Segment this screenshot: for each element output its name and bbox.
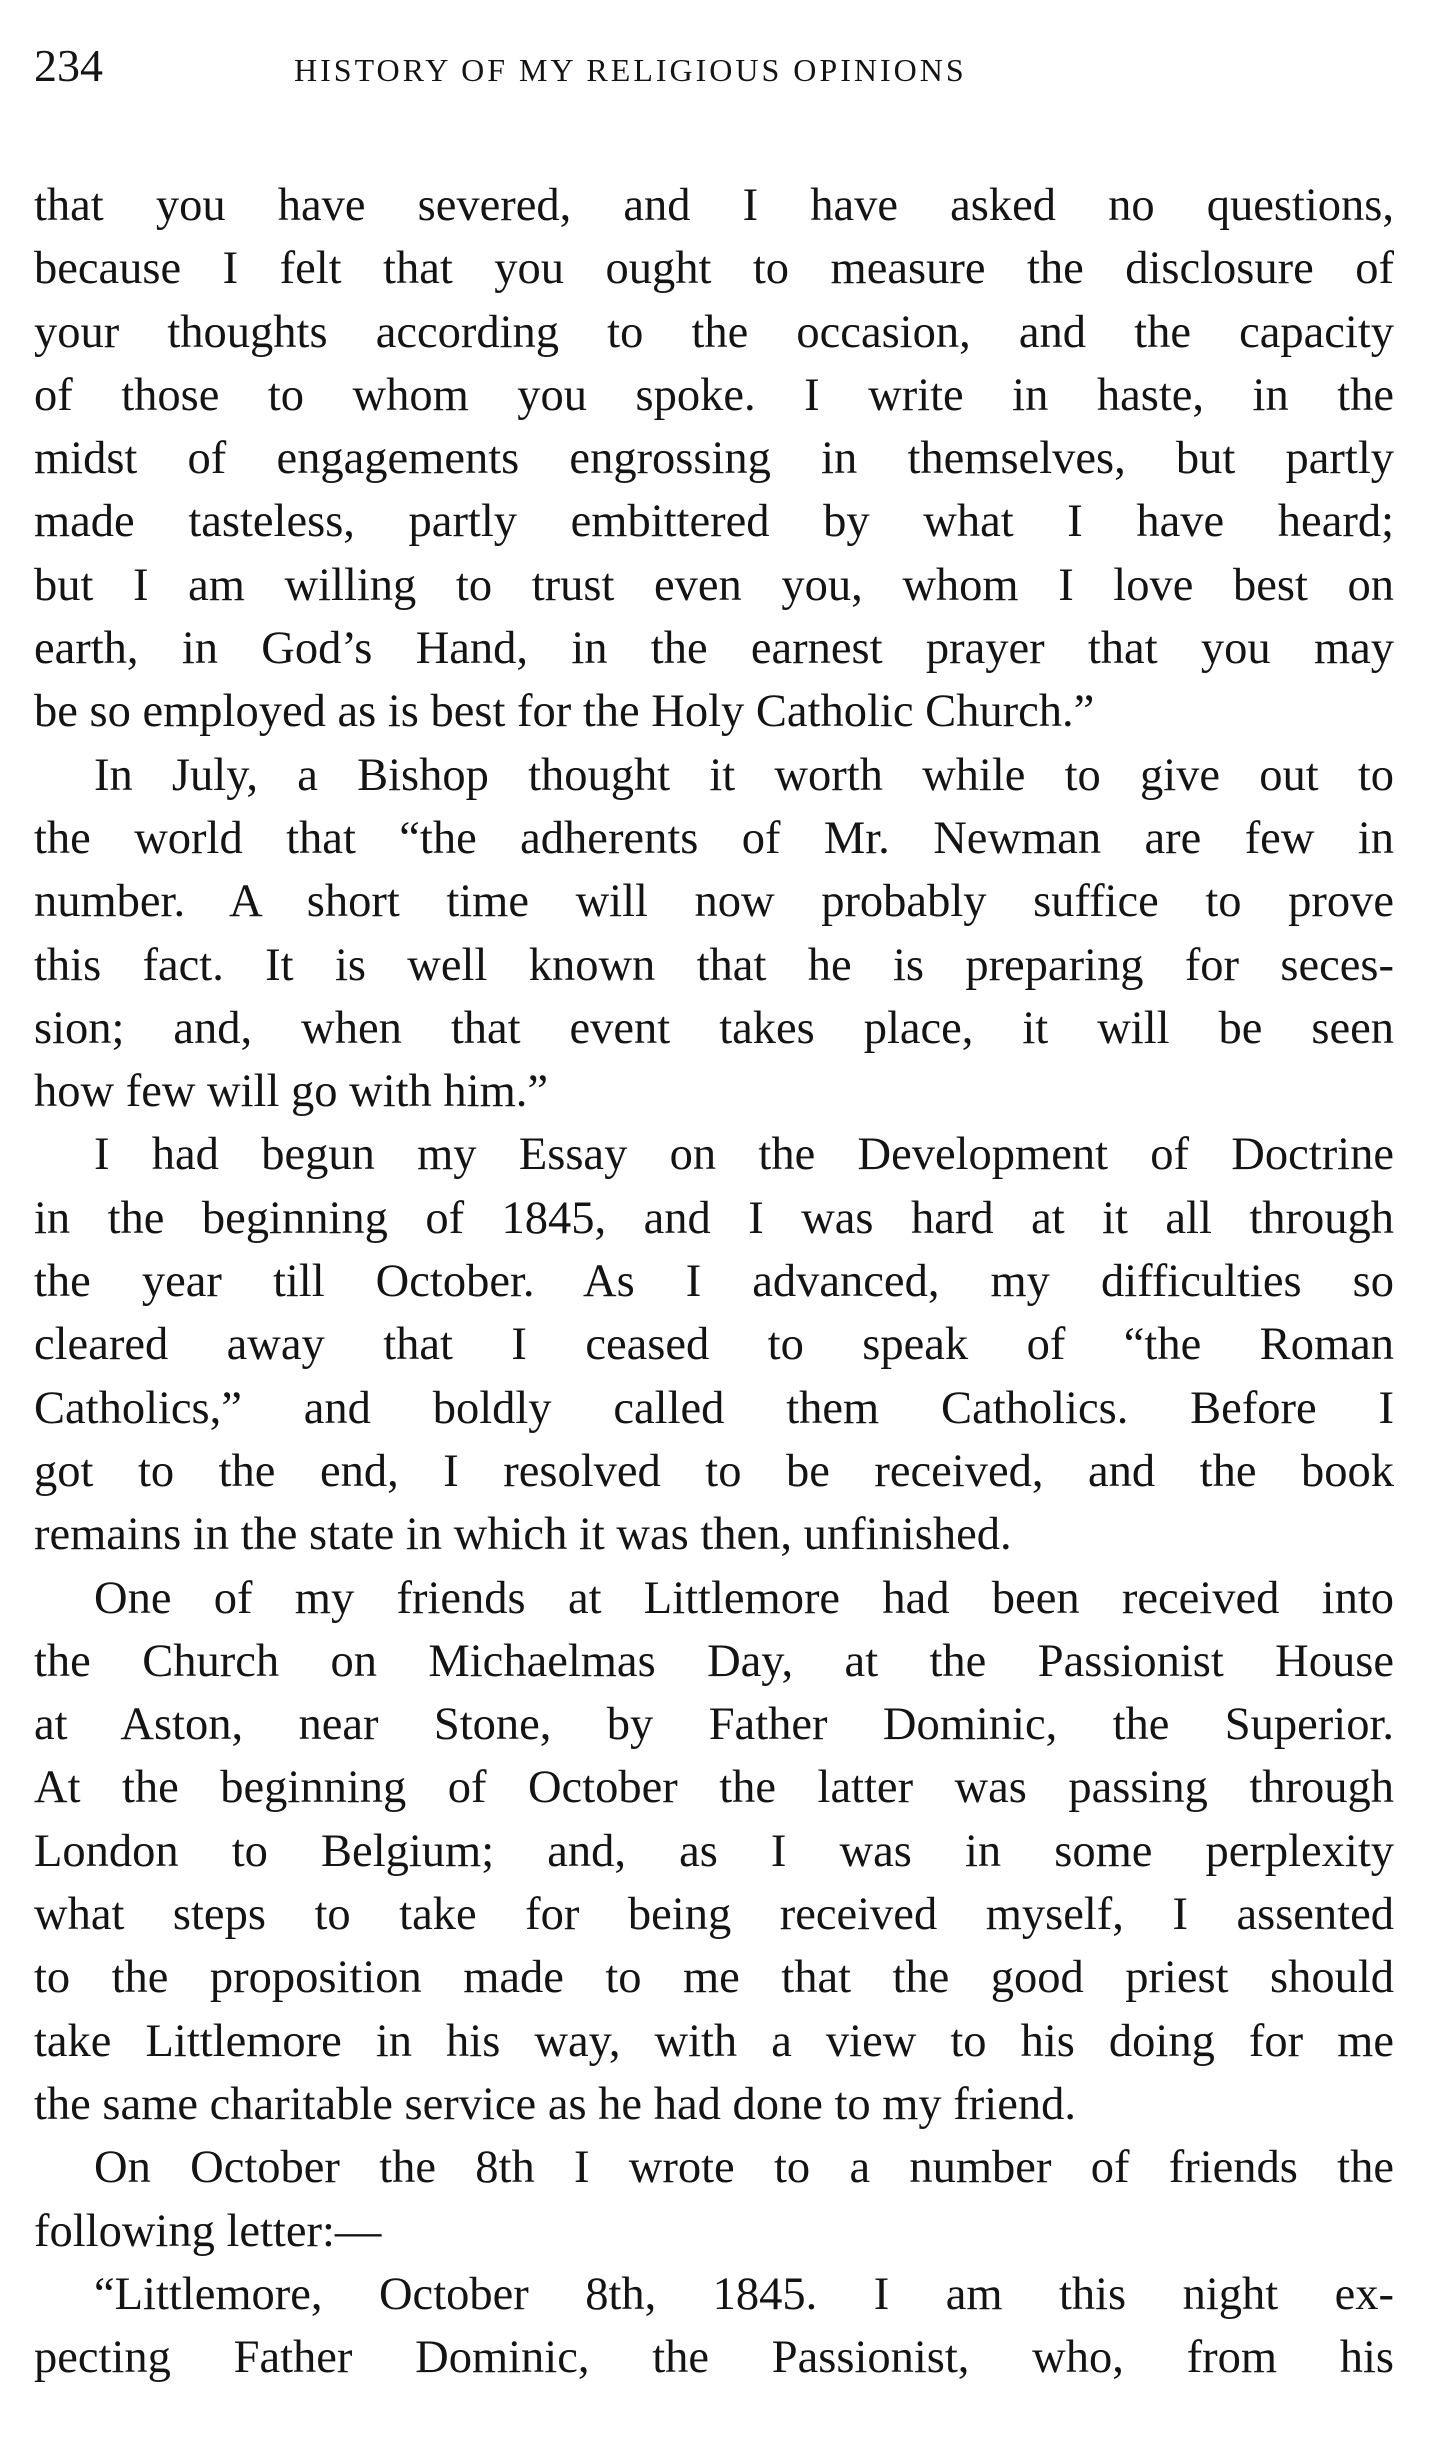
text-line: your thoughts according to the occasion, and the capacity — [34, 306, 1394, 358]
text-line: earth, in God’s Hand, in the earnest prayer that you may — [34, 623, 1394, 675]
text-line: sion; and, when that event takes place, it will be seen — [34, 1002, 1394, 1054]
text-line: I had begun my Essay on the Development of Doctrine — [94, 1129, 1394, 1181]
text-line: the same charitable service as he had done to my friend. — [34, 2078, 1076, 2130]
text-line: cleared away that I ceased to speak of “the Roman — [34, 1319, 1394, 1371]
text-line: “Littlemore, October 8th, 1845. I am this night ex- — [94, 2268, 1394, 2320]
text-line: In July, a Bishop thought it worth while to give out to — [94, 749, 1394, 801]
paragraph-october-letter — [34, 2136, 1394, 2263]
text-line: at Aston, near Stone, by Father Dominic, the Superior. — [34, 1699, 1394, 1751]
paragraph-letter-continuation — [34, 174, 1394, 744]
running-head — [34, 28, 1394, 108]
text-line: midst of engagements engrossing in themselves, but partly — [34, 433, 1394, 485]
text-line: got to the end, I resolved to be received, and the book — [34, 1445, 1394, 1497]
text-line: One of my friends at Littlemore had been received into — [94, 1572, 1394, 1624]
text-line: made tasteless, partly embittered by what I have heard; — [34, 496, 1394, 548]
text-line: in the beginning of 1845, and I was hard at it all through — [34, 1192, 1394, 1244]
text-line: the year till October. As I advanced, my difficulties so — [34, 1256, 1394, 1308]
text-line: At the beginning of October the latter was passing through — [34, 1762, 1394, 1814]
text-line: of those to whom you spoke. I write in haste, in the — [34, 369, 1394, 421]
text-line: how few will go with him.” — [34, 1066, 549, 1118]
text-line: On October the 8th I wrote to a number of friends the — [94, 2142, 1394, 2194]
text-line: that you have severed, and I have asked no questions, — [34, 180, 1394, 231]
paragraph-letter-quote — [34, 2263, 1394, 2390]
text-line: following letter:— — [34, 2205, 382, 2257]
text-line: the world that “the adherents of Mr. Newman are few in — [34, 812, 1394, 864]
text-line: what steps to take for being received myself, I assented — [34, 1889, 1394, 1941]
text-line: number. A short time will now probably suffice to prove — [34, 876, 1394, 928]
text-line: to the proposition made to me that the good priest should — [34, 1952, 1394, 2004]
text-line: the Church on Michaelmas Day, at the Passionist House — [34, 1635, 1394, 1687]
text-line: remains in the state in which it was then, unfinished. — [34, 1509, 1012, 1561]
paragraph-essay-development — [34, 1123, 1394, 1566]
running-title: HISTORY OF MY RELIGIOUS OPINIONS — [294, 52, 967, 88]
text-line: London to Belgium; and, as I was in some perplexity — [34, 1825, 1394, 1877]
paragraph-bishop-july — [34, 744, 1394, 1124]
text-line: because I felt that you ought to measure the disclosure of — [34, 243, 1394, 295]
text-line: this fact. It is well known that he is preparing for seces- — [34, 939, 1394, 991]
body-text — [34, 174, 1394, 2389]
text-line: be so employed as is best for the Holy Catholic Church.” — [34, 686, 1095, 738]
text-line: but I am willing to trust even you, whom I love best on — [34, 559, 1394, 611]
text-line: Catholics,” and boldly called them Catholics. Before I — [34, 1382, 1394, 1434]
page-number: 234 — [34, 40, 103, 91]
book-page — [34, 28, 1394, 2389]
text-line: pecting Father Dominic, the Passionist, who, from his — [34, 2332, 1394, 2384]
paragraph-father-dominic — [34, 1567, 1394, 2137]
text-line: take Littlemore in his way, with a view to his doing for me — [34, 2015, 1394, 2067]
